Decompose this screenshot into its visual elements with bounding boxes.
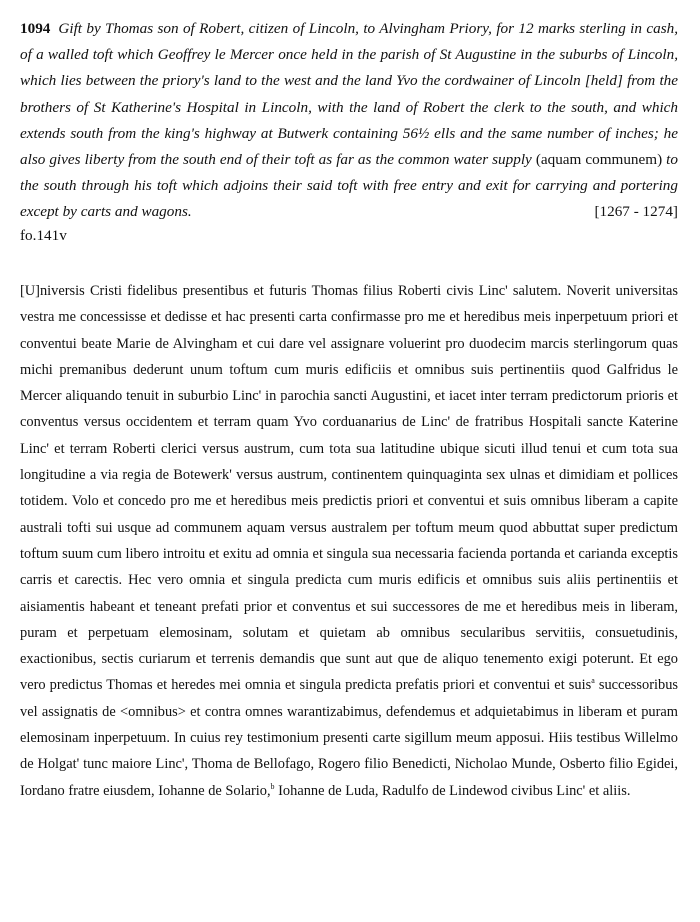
- entry-number: 1094: [20, 20, 51, 37]
- summary-text-part2: to the south through his toft which adjoins their said toft with free entry and exit for carrying and portering except by carts and wagons.: [20, 151, 678, 221]
- folio-reference: fo.141v: [20, 226, 67, 244]
- latin-charter-text: [20, 278, 678, 804]
- entry-summary: [20, 16, 678, 226]
- document-page: [20, 16, 678, 799]
- summary-text-part1: Gift by Thomas son of Robert, citizen of Lincoln, to Alvingham Priory, for 12 marks sterling in cash, of a walled toft which Geoffrey le Mercer once held in the parish of St Augustine in the suburbs of Lincoln, which lies between the priory's land to the west and the land Yvo the cordwainer of Lincoln [held] from the brothers of St Katherine's Hospital in Lincoln, with the land of Robert the clerk to the south, and which extends south from the king's highway at Butwerk containing 56½ ells and the same number of inches; he also gives liberty from the south end of their toft as far as the common water supply: [20, 20, 678, 169]
- footnote-marker-a: a: [591, 676, 595, 686]
- summary-latin-gloss: (aquam communem): [531, 151, 667, 169]
- latin-text-part1: [U]niversis Cristi fidelibus presentibus et futuris Thomas filius Roberti civis Linc' salutem. Noverit universitas vestra me concessisse et dedisse et hac presenti carta confirmasse pro me et heredibus meis inperpetuum priori et conventui beate Marie de Alvingham et cui dare vel assignare voluerint pro duodecim marcis sterlingorum quas michi premanibus dederunt unum toftum cum muris edificiis et omnibus suis pertinentiis quod Galfridus le Mercer aliquando tenuit in suburbio Linc' in parochia sancti Augustini, et iacet inter terram predictorum prioris et conventus versus occidentem et terram quam Yvo corduanarius de Linc' de fratribus Hospitali sancte Katerine Linc' et terram Roberti clerici versus austrum, cum tota sua latitudine ubique sicuti illud tenui et cum tota sua longitudine a via regia de Botewerk' versus austrum, continentem quinquaginta sex ulnas et dimidiam et pollices totidem. Volo et concedo pro me et heredibus meis predictis priori et conventui et suis omnibus liberam a capite australi tofti sui usque ad communem aquam versus australem per toftum meum quod abbuttat super predictum toftum suum cum libero introitu et exitu ad omnia et singula sua necessaria facienda portanda et carianda exceptis carris et carectis. Hec vero omnia et singula predicta cum muris edificis et omnibus suis aliis pertinentiis et aisiamentis habeant et teneant prefati prior et conventus et sui successores de me et heredibus meis in liberam, puram et perpetuam elemosinam, solutam et quietam ab omnibus secularibus servitiis, consuetudinis, exactionibus, sectis curiarum et terrenis demandis que sunt aut que de aliquo tenemento exigi poterunt. Et ego vero predictus Thomas et heredes mei omnia et singula predicta prefatis priori et conventui et suis: [20, 283, 678, 694]
- footnote-marker-b: b: [270, 781, 275, 791]
- date-range: [1267 - 1274]: [594, 203, 678, 221]
- latin-text-part2: successoribus vel assignatis de <omnibus> et contra omnes warantizabimus, defendemus et adquietabimus in liberam et puram elemosinam inperpetuum. In cuius rey testimonium presenti carte sigillum meum apposui. Hiis testibus Willelmo de Holgat' tunc maiore Linc', Thoma de Bellofago, Rogero filio Benedicti, Nicholao Munde, Osberto filio Egidei, Iordano fratre eiusdem, Iohanne de Solario,: [20, 677, 678, 799]
- latin-text-part3: Iohanne de Luda, Radulfo de Lindewod civibus Linc' et aliis.: [274, 782, 631, 799]
